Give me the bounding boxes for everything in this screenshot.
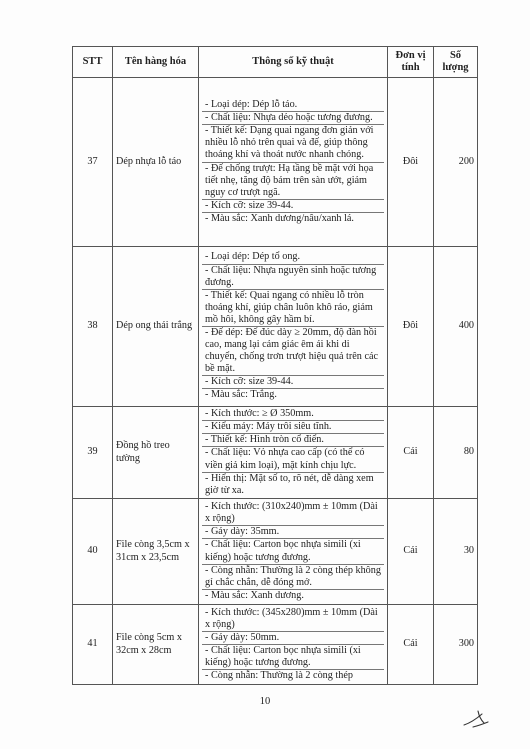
row-unit: Đôi xyxy=(388,78,434,247)
page-number: 10 xyxy=(259,696,271,707)
spec-line: - Kích cỡ: size 39-44. xyxy=(202,376,384,389)
row-stt: 41 xyxy=(73,605,113,685)
row-qty: 300 xyxy=(434,605,478,685)
row-unit: Cái xyxy=(388,407,434,499)
row-spec xyxy=(199,605,388,685)
row-stt: 38 xyxy=(73,247,113,407)
spec-line: - Chất liệu: Vỏ nhựa cao cấp (có thể có viền giả kim loại), mặt kính chịu lực. xyxy=(202,447,384,472)
spec-line: - Hiển thị: Mặt số to, rõ nét, dễ dàng xem giờ từ xa. xyxy=(205,472,374,496)
header-name: Tên hàng hóa xyxy=(113,47,199,78)
spec-line: - Thiết kế: Quai ngang có nhiều lỗ tròn thoáng khí, giúp chân luôn khô ráo, giảm mồ hôi, không gây hầm bí. xyxy=(202,290,384,327)
row-qty: 400 xyxy=(434,247,478,407)
row-spec xyxy=(199,247,388,407)
row-name: Dép nhựa lỗ táo xyxy=(113,78,199,247)
spec-line: - Gáy dày: 35mm. xyxy=(202,526,384,539)
signature-mark xyxy=(461,708,491,730)
spec-line: - Chất liệu: Nhựa nguyên sinh hoặc tương đương. xyxy=(202,265,384,290)
spec-line: - Loại dép: Dép tổ ong. xyxy=(202,251,384,264)
row-unit: Cái xyxy=(388,499,434,605)
spec-line: - Kích cỡ: size 39-44. xyxy=(202,200,384,213)
spec-line: - Chất liệu: Carton bọc nhựa simili (xi kiếng) hoặc tương đương. xyxy=(202,645,384,670)
table-row xyxy=(73,499,478,605)
row-stt: 37 xyxy=(73,78,113,247)
row-stt: 39 xyxy=(73,407,113,499)
table-row xyxy=(73,247,478,407)
row-spec xyxy=(199,78,388,247)
row-stt: 40 xyxy=(73,499,113,605)
spec-line: - Màu sắc: Xanh dương. xyxy=(205,589,304,601)
row-name: File còng 5cm x 32cm x 28cm xyxy=(113,605,199,685)
product-spec-table xyxy=(72,46,478,685)
spec-line: - Gáy dày: 50mm. xyxy=(202,632,384,645)
spec-line: - Còng nhẫn: Thường là 2 còng thép không gỉ chắc chắn, dễ đóng mở. xyxy=(202,565,384,590)
row-spec xyxy=(199,407,388,499)
spec-line: - Thiết kế: Hình tròn cổ điển. xyxy=(202,434,384,447)
table-row xyxy=(73,78,478,247)
row-name: File còng 3,5cm x 31cm x 23,5cm xyxy=(113,499,199,605)
spec-line: - Kích thước: (345x280)mm ± 10mm (Dài x rộng) xyxy=(202,607,384,632)
header-qty: Số lượng xyxy=(434,47,478,78)
row-qty: 80 xyxy=(434,407,478,499)
header-unit: Đơn vị tính xyxy=(388,47,434,78)
row-qty: 200 xyxy=(434,78,478,247)
header-stt: STT xyxy=(73,47,113,78)
row-unit: Đôi xyxy=(388,247,434,407)
row-qty: 30 xyxy=(434,499,478,605)
row-name: Dép ong thái trắng xyxy=(113,247,199,407)
table-row xyxy=(73,407,478,499)
table-header-row xyxy=(73,47,478,78)
spec-line: - Đế dép: Đế đúc dày ≥ 20mm, độ đàn hồi cao, mang lại cảm giác êm ái khi di chuyển, chống trơn trượt hiệu quả trên các bề mặt. xyxy=(202,327,384,376)
table-row xyxy=(73,605,478,685)
spec-line: - Còng nhẫn: Thường là 2 còng thép xyxy=(205,670,353,682)
row-spec xyxy=(199,499,388,605)
header-spec: Thông số kỹ thuật xyxy=(199,47,388,78)
spec-line: - Kích thước: (310x240)mm ± 10mm (Dài x rộng) xyxy=(202,501,384,526)
spec-line: - Kiểu máy: Máy trôi siêu tĩnh. xyxy=(202,421,384,434)
spec-line: - Thiết kế: Dạng quai ngang đơn giản với nhiều lỗ nhỏ trên quai và đế, giúp thông thoáng khí và thoát nước nhanh chóng. xyxy=(202,125,384,162)
row-name: Đồng hồ treo tường xyxy=(113,407,199,499)
spec-line: - Màu sắc: Trắng. xyxy=(205,389,277,401)
row-unit: Cái xyxy=(388,605,434,685)
spec-line: - Màu sắc: Xanh dương/nâu/xanh lá. xyxy=(205,212,354,224)
spec-line: - Đế chống trượt: Hạ tầng bề mặt với họa tiết nhẹ, tăng độ bám trên sàn ướt, giảm nguy cơ trượt ngã. xyxy=(202,163,384,200)
spec-line: - Chất liệu: Carton bọc nhựa simili (xi kiếng) hoặc tương đương. xyxy=(202,539,384,564)
spec-line: - Kích thước: ≥ Ø 350mm. xyxy=(202,408,384,421)
spec-line: - Loại dép: Dép lỗ táo. xyxy=(202,99,384,112)
spec-line: - Chất liệu: Nhựa dẻo hoặc tương đương. xyxy=(202,112,384,125)
